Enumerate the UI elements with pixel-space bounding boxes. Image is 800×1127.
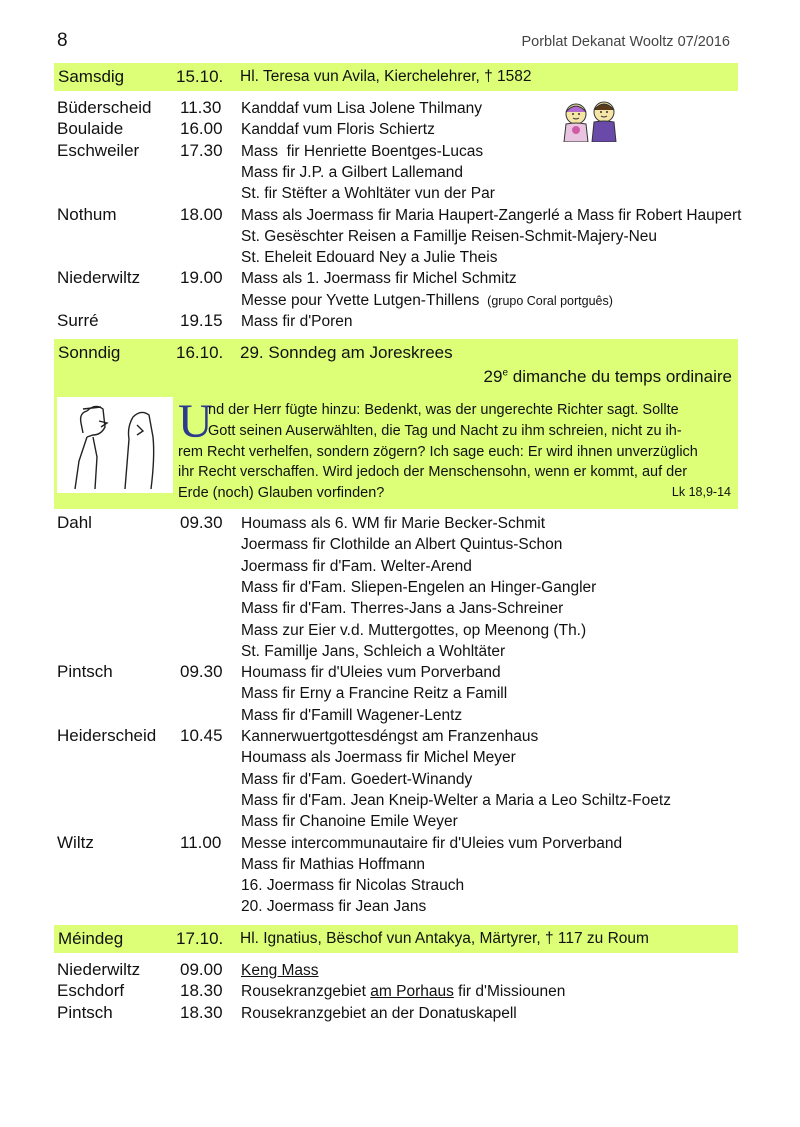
service-description [241, 898, 426, 916]
service-intention: St. Famillje Jans, Schleich a Wohltäter [241, 642, 506, 660]
service-type: Kanddaf [241, 121, 299, 139]
service-description [241, 877, 464, 895]
schedule-row [0, 726, 800, 748]
service-description [241, 121, 435, 139]
service-description [241, 771, 472, 789]
schedule-row [0, 1003, 800, 1025]
service-description [241, 270, 517, 288]
service-intention: Mass fir d'Fam. Jean Kneip-Welter a Maria a Leo Schiltz-Foetz [241, 791, 671, 809]
service-time: 09.30 [180, 662, 223, 682]
schedule-row [0, 226, 800, 248]
service-intention: Joermass fir Clothilde an Albert Quintus-Schon [241, 536, 563, 554]
service-intention: vum Lisa Jolene Thilmany [298, 100, 482, 117]
schedule-row [0, 620, 800, 642]
service-description [241, 728, 538, 746]
service-intention: fir Henriette Boentges-Lucas [278, 142, 484, 160]
place-name: Eschdorf [57, 981, 125, 1001]
schedule-row [0, 205, 800, 227]
two-figures-illustration [57, 397, 173, 493]
day-name: Samsdig [58, 67, 125, 86]
service-time: 18.00 [180, 204, 223, 224]
service-time: 11.30 [180, 98, 222, 117]
schedule-row [0, 960, 800, 982]
day-subtitle: 29e dimanche du temps ordinaire [483, 367, 732, 386]
gospel-line: ihr Recht verschaffen. Wird jedoch der Menschensohn, wenn er kommt, auf der [178, 464, 688, 480]
service-intention: vum Floris Schiertz [298, 121, 435, 139]
schedule-row [0, 119, 800, 141]
place-name: Pintsch [57, 662, 113, 682]
service-time: 18.30 [180, 981, 223, 1001]
location-note: am Porhaus [370, 983, 454, 1001]
schedule-row [0, 534, 800, 556]
schedule-row [0, 183, 800, 205]
service-time: 10.45 [180, 726, 223, 745]
service-intention: Mass fir d'Famill Wagener-Lentz [241, 706, 463, 724]
service-description [241, 856, 425, 874]
service-intention: St. Gesëschter Reisen a Famillje Reisen-Schmit-Majery-Neu [241, 227, 658, 245]
service-description [241, 313, 353, 331]
gospel-line: Erde (noch) Glauben vorfinden? [178, 485, 385, 501]
day-band-saturday [54, 63, 738, 91]
service-description [241, 558, 472, 576]
place-name: Pintsch [57, 1002, 113, 1022]
service-intention: als Joermass fir Michel Meyer [306, 749, 516, 767]
schedule-row [0, 98, 800, 120]
service-type: Rousekranzgebiet [241, 1004, 366, 1022]
service-description [241, 579, 596, 597]
service-description [241, 164, 463, 182]
service-description [241, 292, 613, 310]
day-name: Méindeg [58, 929, 124, 948]
place-name: Eschweiler [57, 140, 140, 160]
place-name: Wiltz [57, 832, 94, 852]
schedule-row [0, 662, 800, 684]
gospel-reference: Lk 18,9-14 [671, 485, 731, 499]
day-title: Hl. Ignatius, Bëschof vun Antakya, Märtyrer, † 117 zu Roum [240, 930, 649, 947]
schedule-row [0, 598, 800, 620]
service-description [241, 536, 562, 554]
service-note: (grupo Coral portguês) [483, 293, 613, 308]
place-name: Heiderscheid [57, 726, 157, 745]
service-time: 16.00 [180, 119, 223, 139]
place-name: Niederwiltz [57, 268, 141, 288]
service-description [241, 600, 563, 618]
service-intention: Mass fir J.P. a Gilbert Lallemand [241, 163, 463, 181]
service-type: Kannerwuertgottesdéngst [241, 728, 418, 745]
service-type: Houmass [241, 664, 307, 682]
schedule-row [0, 311, 800, 333]
service-description [241, 207, 742, 225]
service-type: Kanddaf [241, 100, 299, 117]
schedule-row [0, 556, 800, 578]
service-type: Houmass [241, 749, 307, 767]
service-time: 19.15 [180, 311, 223, 330]
place-name: Dahl [57, 513, 92, 532]
place-name: Boulaide [57, 119, 124, 139]
gospel-quote [178, 395, 735, 506]
day-band-monday [54, 925, 738, 953]
service-time: 17.30 [180, 140, 223, 160]
schedule-row [0, 981, 800, 1003]
gospel-line: nd der Herr fügte hinzu: Bedenkt, was der ungerechte Richter sagt. Sollte [208, 402, 679, 418]
schedule-row [0, 705, 800, 727]
service-intention: Joermass fir d'Fam. Welter-Arend [241, 557, 472, 575]
day-title: Hl. Teresa vun Avila, Kierchelehrer, † 1582 [240, 68, 532, 85]
place-name: Surré [57, 311, 99, 330]
drop-cap: U [178, 395, 213, 448]
place-name: Nothum [57, 204, 117, 224]
service-time: 09.00 [180, 960, 223, 979]
gospel-line: rem Recht verhelfen, sondern zögern? Ich sage euch: Er wird ihnen unverzüglich [178, 444, 698, 460]
schedule-row [0, 833, 800, 855]
schedule-row [0, 790, 800, 812]
day-date: 15.10. [176, 67, 224, 86]
service-type: Mass [241, 206, 279, 224]
service-description [241, 685, 507, 703]
schedule-row [0, 577, 800, 599]
running-head: Porblat Dekanat Wooltz 07/2016 [521, 34, 730, 50]
service-type: Keng Mass [241, 962, 319, 979]
children-illustration [558, 100, 626, 142]
schedule-row [0, 290, 800, 312]
day-name: Sonndig [58, 343, 121, 362]
schedule-row [0, 747, 800, 769]
service-description [241, 249, 497, 267]
service-intention: als Joermass fir Maria Haupert-Zangerlé a Mass fir Robert Haupert [278, 206, 742, 224]
service-intention: 16. Joermass fir Nicolas Strauch [241, 877, 465, 895]
place-name: Büderscheid [57, 98, 152, 117]
service-intention: Mass fir Erny a Francine Reitz a Famill [241, 685, 508, 703]
service-intention: als 6. WM fir Marie Becker-Schmit [306, 515, 546, 532]
schedule-row [0, 162, 800, 184]
service-intention: Mass fir d'Fam. Therres-Jans a Jans-Schreiner [241, 600, 564, 618]
service-intention: Mass fir Chanoine Emile Weyer [241, 813, 458, 831]
schedule-row [0, 811, 800, 833]
service-description [241, 100, 482, 118]
service-intention: fir d'Uleies vum Porverband [306, 664, 501, 682]
day-title: 29. Sonndeg am Joreskrees [240, 343, 453, 362]
service-description [241, 143, 483, 161]
schedule-row [0, 896, 800, 918]
gospel-line: Gott seinen Auserwählten, die Tag und Nacht zu ihm schreien, nicht zu ih- [208, 423, 682, 439]
service-description [241, 515, 545, 533]
service-time: 09.30 [180, 513, 223, 532]
service-description [241, 792, 671, 810]
service-description [241, 707, 462, 725]
service-intention: St. Eheleit Edouard Ney a Julie Theis [241, 249, 498, 267]
service-intention: als 1. Joermass fir Michel Schmitz [278, 270, 517, 288]
service-description [241, 962, 319, 980]
page-number: 8 [57, 30, 68, 51]
schedule-row [0, 641, 800, 663]
service-intention: am Franzenhaus [417, 728, 539, 745]
service-type: Messe intercommunautaire [241, 834, 428, 852]
service-description [241, 643, 505, 661]
place-name: Niederwiltz [57, 960, 141, 979]
service-type: Mass [241, 270, 279, 288]
service-description [241, 664, 501, 682]
service-description [241, 749, 516, 767]
service-intention: an der Donatuskapell [365, 1004, 517, 1022]
service-time: 18.30 [180, 1002, 223, 1022]
service-description [241, 1005, 517, 1023]
service-intention: fir d'Poren [278, 313, 353, 330]
service-type: Mass [241, 142, 279, 160]
schedule-row [0, 247, 800, 269]
service-description [241, 983, 565, 1001]
schedule-row [0, 268, 800, 290]
service-description [241, 185, 495, 203]
service-intention: Mass fir Mathias Hoffmann [241, 855, 426, 873]
service-description [241, 835, 622, 853]
service-description [241, 622, 586, 640]
service-intention: fir d'Missiounen [453, 983, 566, 1001]
service-intention: Messe pour Yvette Lutgen-Thillens [241, 291, 484, 309]
service-type: Rousekranzgebiet [241, 983, 366, 1001]
service-intention: fir d'Uleies vum Porverband [427, 834, 623, 852]
service-description [241, 813, 458, 831]
service-type: Houmass [241, 515, 307, 532]
service-time: 11.00 [180, 832, 222, 852]
service-intention: Mass fir d'Fam. Goedert-Winandy [241, 770, 473, 788]
day-date: 16.10. [176, 343, 224, 362]
service-type: Mass [241, 313, 279, 330]
service-intention: St. fir Stëfter a Wohltäter vun der Par [241, 185, 495, 203]
day-date: 17.10. [176, 929, 224, 948]
service-intention: Mass zur Eier v.d. Muttergottes, op Meenong (Th.) [241, 621, 587, 639]
service-intention: 20. Joermass fir Jean Jans [241, 898, 427, 916]
schedule-row [0, 683, 800, 705]
schedule-row [0, 854, 800, 876]
schedule-row [0, 769, 800, 791]
schedule-row [0, 141, 800, 163]
service-intention: Mass fir d'Fam. Sliepen-Engelen an Hinger-Gangler [241, 578, 597, 596]
service-description [241, 228, 657, 246]
service-time: 19.00 [180, 268, 223, 288]
schedule-row [0, 513, 800, 535]
schedule-row [0, 875, 800, 897]
